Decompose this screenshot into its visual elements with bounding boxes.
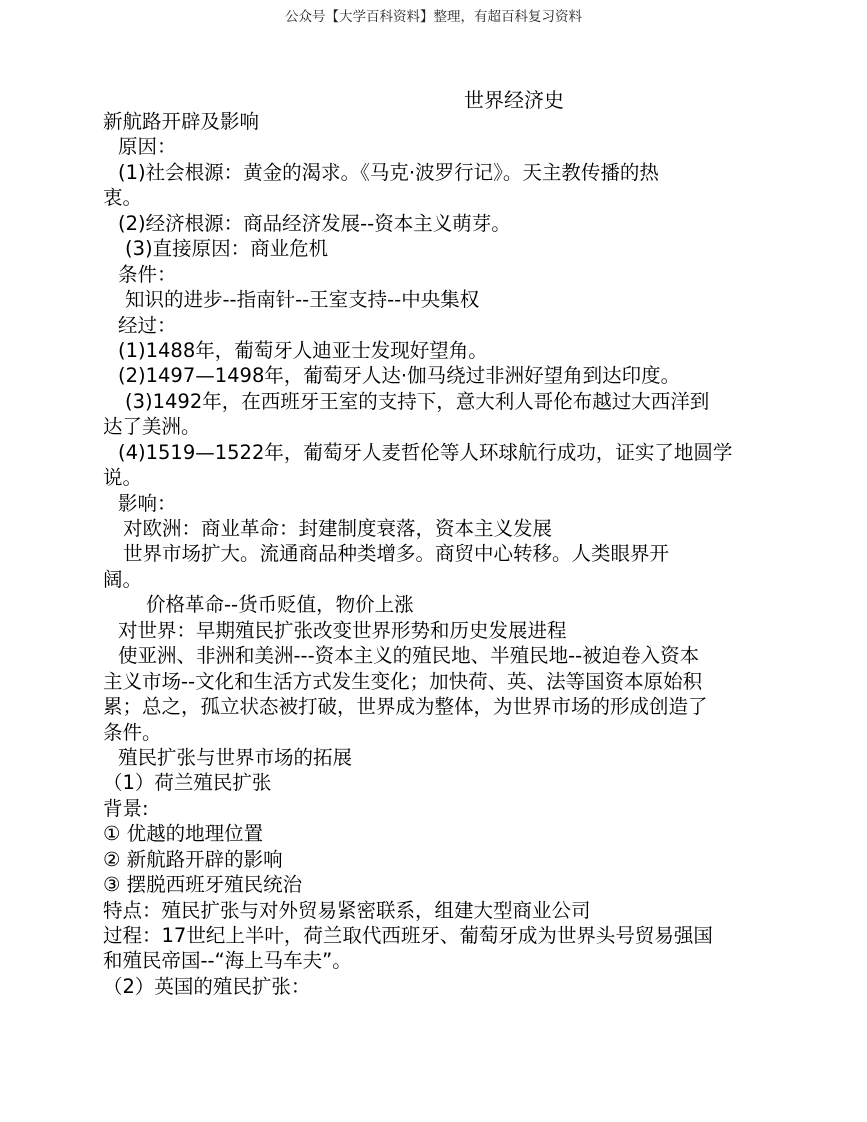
subheading: （2）英国的殖民扩张：	[103, 974, 311, 998]
text-line: (2)1497—1498年，葡萄牙人达·伽马绕过非洲好望角到达印度。	[118, 364, 681, 388]
text-line: 说。	[103, 466, 143, 490]
subheading-conditions: 条件：	[118, 262, 177, 286]
text-line: 累；总之，孤立状态被打破，世界成为整体，为世界市场的形成创造了	[103, 695, 708, 719]
subheading-background: 背景:	[103, 796, 149, 820]
text-line: 对世界：早期殖民扩张改变世界形势和历史发展进程	[118, 618, 567, 642]
text-line: 知识的进步--指南针--王室支持--中央集权	[125, 288, 480, 312]
text-line: (1)社会根源：黄金的渴求。《马克·波罗行记》。天主教传播的热	[118, 160, 659, 184]
text-line: 条件。	[103, 720, 162, 744]
text-line: 衷。	[103, 186, 143, 210]
text-line: (1)1488年，葡萄牙人迪亚士发现好望角。	[118, 338, 488, 362]
subheading-impact: 影响：	[118, 491, 177, 515]
text-line: (4)1519—1522年，葡萄牙人麦哲伦等人环球航行成功，证实了地圆学	[118, 440, 733, 464]
text-line: 主义市场--文化和生活方式发生变化；加快荷、英、法等国资本原始积	[103, 669, 703, 693]
subheading-process: 经过：	[118, 313, 177, 337]
text-line: 特点：殖民扩张与对外贸易紧密联系，组建大型商业公司	[103, 898, 591, 922]
text-line: 世界市场扩大。流通商品种类增多。商贸中心转移。人类眼界开	[123, 542, 670, 566]
section-heading: 殖民扩张与世界市场的拓展	[118, 745, 353, 769]
document-title: 世界经济史	[464, 88, 564, 112]
text-line: 阔。	[103, 567, 143, 591]
text-line: 对欧洲：商业革命：封建制度衰落，资本主义发展	[123, 517, 553, 540]
text-line: 达了美洲。	[103, 415, 201, 439]
text-line: (3)直接原因：商业危机	[125, 237, 329, 261]
document-body	[103, 109, 773, 999]
text-line: (2)经济根源：商品经济发展--资本主义萌芽。	[118, 211, 511, 235]
subheading-causes: 原因：	[118, 135, 177, 159]
section-heading: 新航路开辟及影响	[103, 110, 260, 133]
text-line: 和殖民帝国--“海上马车夫”。	[103, 949, 352, 973]
list-item: ② 新航路开辟的影响	[103, 847, 283, 871]
text-line: (3)1492年，在西班牙王室的支持下，意大利人哥伦布越过大西洋到	[125, 389, 710, 413]
subheading: （1）荷兰殖民扩张	[103, 771, 272, 795]
page-header-note: 公众号【大学百科资料】整理，有超百科复习资料	[285, 9, 582, 25]
text-line: 过程：17世纪上半叶，荷兰取代西班牙、葡萄牙成为世界头号贸易强国	[103, 924, 713, 947]
text-line: 使亚洲、非洲和美洲---资本主义的殖民地、半殖民地--被迫卷入资本	[118, 644, 700, 668]
text-line: 价格革命--货币贬值，物价上涨	[146, 593, 414, 617]
list-item: ③ 摆脱西班牙殖民统治	[103, 873, 303, 897]
list-item: ① 优越的地理位置	[103, 822, 264, 846]
